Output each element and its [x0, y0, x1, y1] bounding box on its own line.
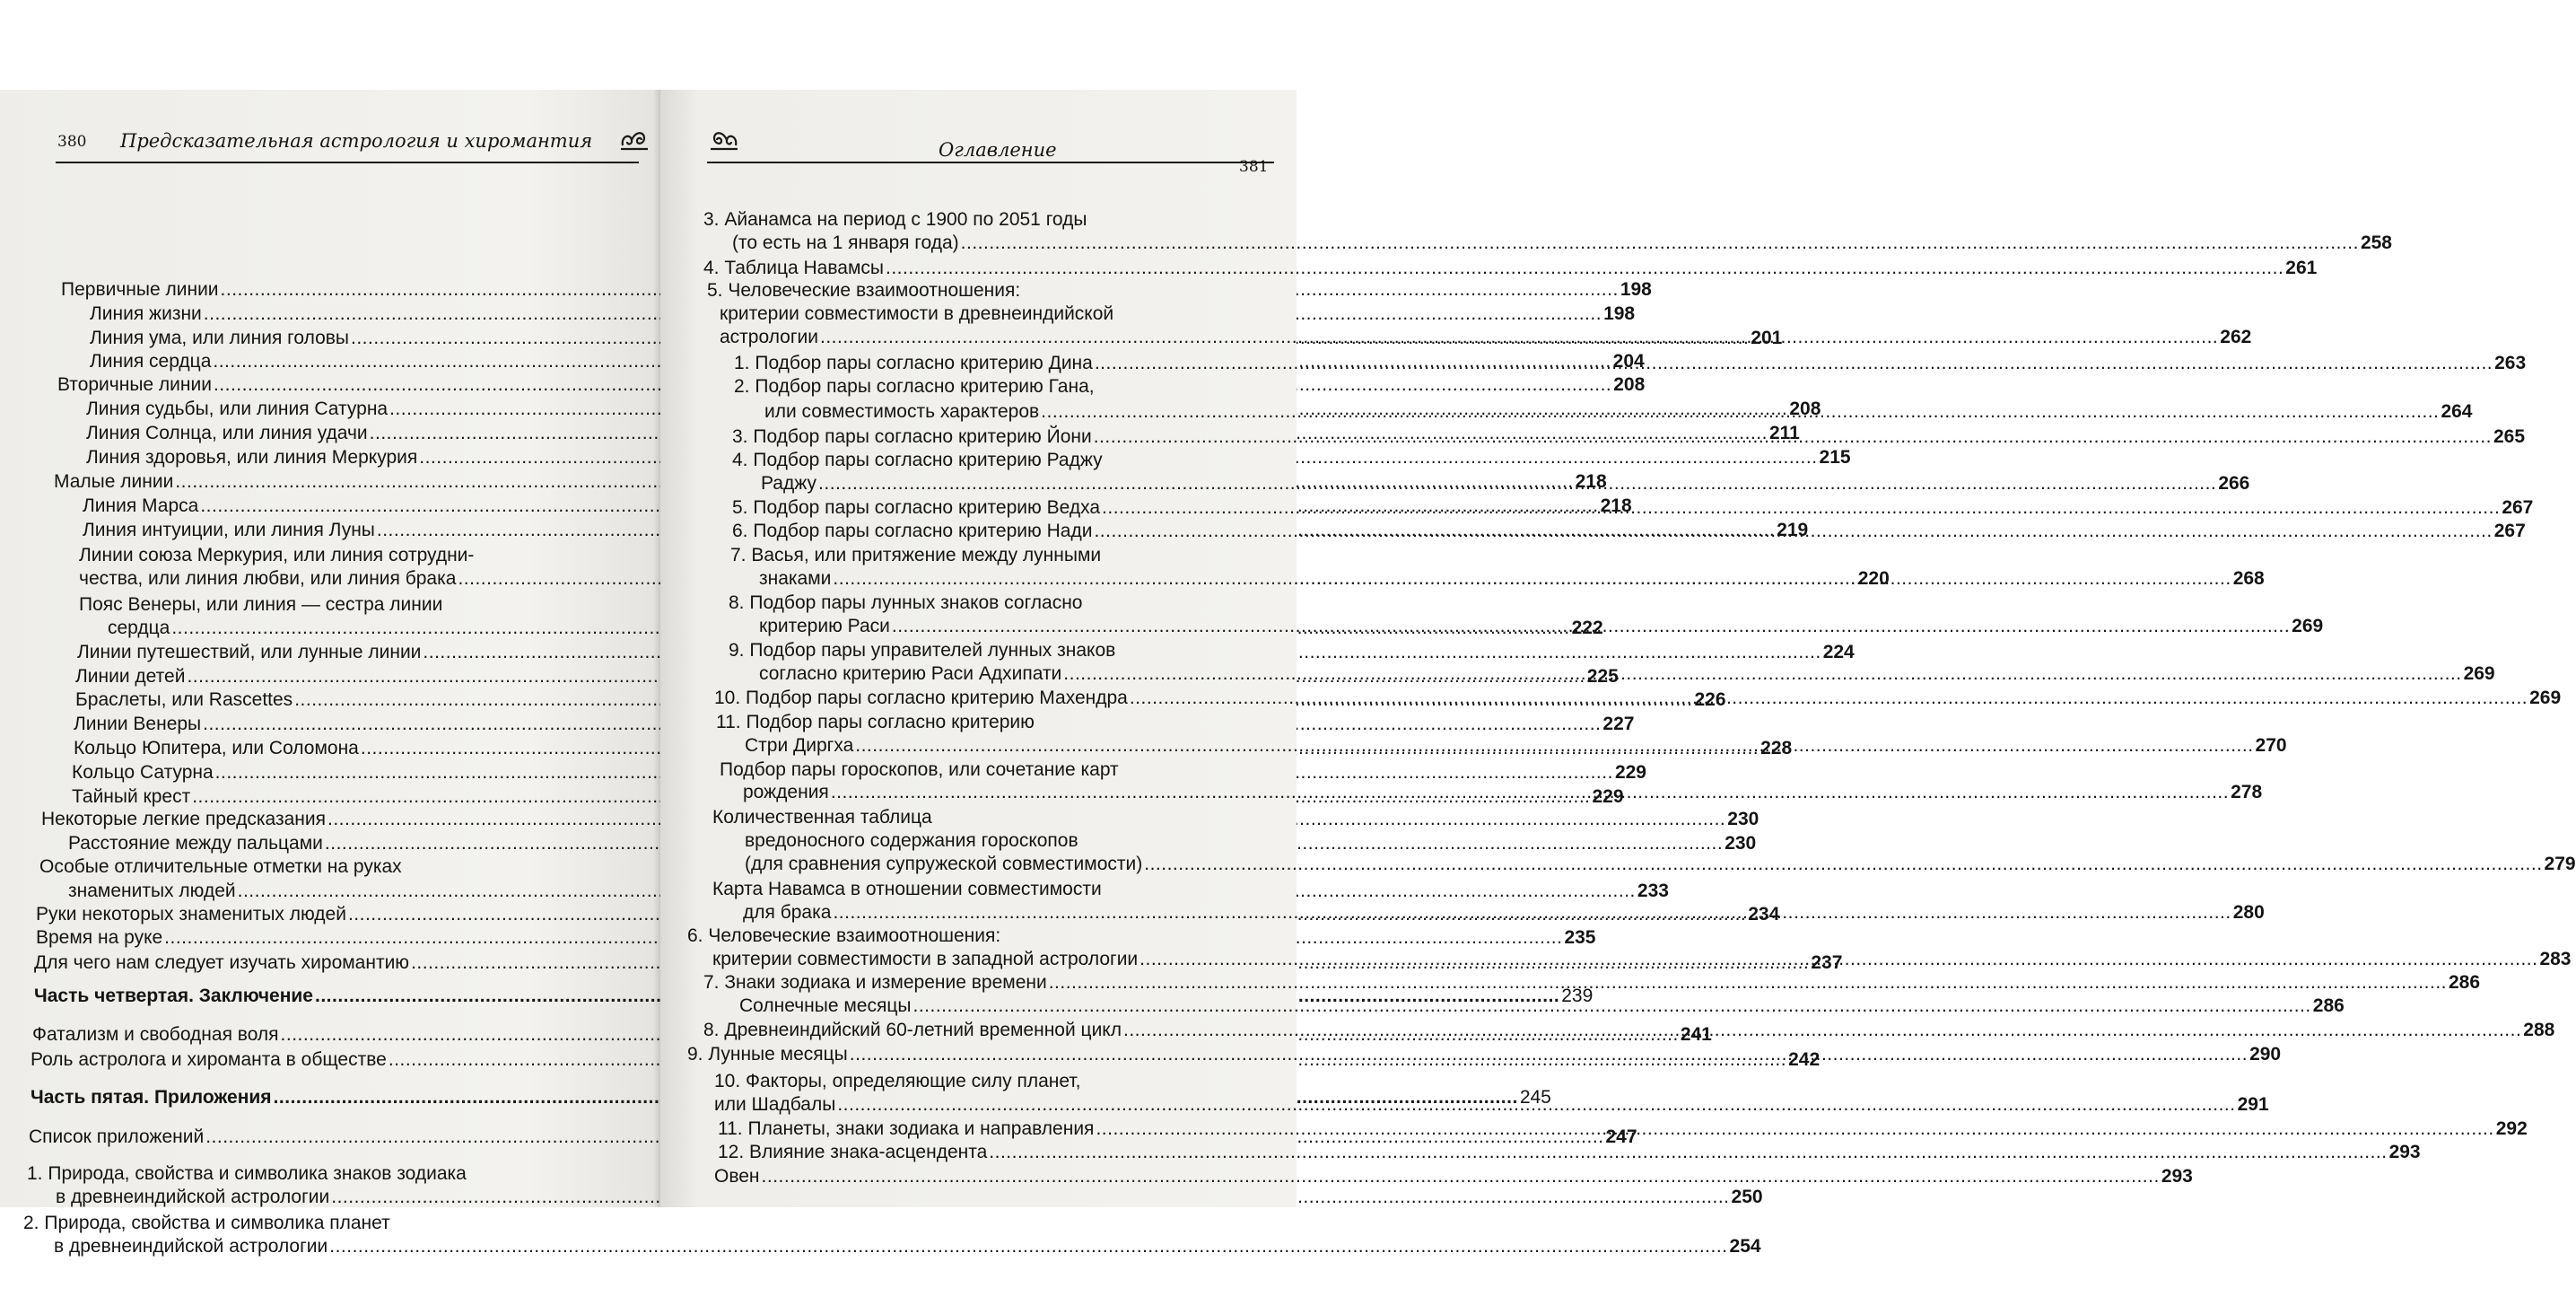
- toc-entry-title: 7. Знаки зодиака и измерение времени: [703, 972, 1047, 993]
- toc-page-number: 241: [1680, 1024, 1712, 1045]
- toc-entry-title: Вторичные линии: [57, 374, 212, 395]
- dot-leader: [831, 781, 2229, 804]
- toc-page-number: 229: [1614, 762, 1646, 783]
- dot-leader: [961, 232, 2359, 255]
- toc-page-number: 204: [1612, 351, 1645, 372]
- toc-entry-title: Карта Навамса в отношении совместимости: [712, 879, 1102, 899]
- toc-page-number: 262: [2220, 327, 2252, 347]
- toc-entry-title: Часть четвертая. Заключение: [34, 986, 313, 1006]
- toc-page-number: 211: [1768, 423, 1800, 443]
- toc-entry-title: Тайный крест: [72, 786, 191, 807]
- dot-leader: [1063, 662, 2461, 686]
- toc-page-number: 242: [1788, 1049, 1821, 1070]
- toc-entry-title: Кольцо Юпитера, или Соломона: [74, 738, 359, 758]
- dot-leader: [833, 567, 2231, 591]
- toc-page-number: 215: [1819, 447, 1851, 468]
- toc-entry-title: Расстояние между пальцами: [68, 833, 323, 854]
- toc-entry-title-continued: знаками: [759, 568, 832, 589]
- toc-entry-title-continued: астрологии: [720, 327, 818, 347]
- toc-entry-title-continued: или совместимость характеров: [764, 401, 1040, 422]
- toc-page-number: 234: [1748, 904, 1780, 925]
- toc-page-number: 218: [1575, 471, 1607, 492]
- toc-page-number: 293: [2388, 1142, 2421, 1162]
- toc-page-number: 208: [1613, 374, 1646, 395]
- dot-leader: [833, 901, 2231, 925]
- toc-entry-title: Линии детей: [75, 666, 186, 687]
- toc-entry-title: Первичные линии: [61, 279, 219, 300]
- toc-page-number: 198: [1603, 303, 1636, 324]
- toc-entry-title: 10. Подбор пары согласно критерию Махендра: [714, 688, 1128, 708]
- toc-entry-title: 6. Подбор пары согласно критерию Нади: [732, 521, 1093, 541]
- toc-page-number: 278: [2231, 782, 2263, 802]
- toc-entry-title: Линия интуиции, или линия Луны: [83, 520, 375, 540]
- toc-page-number: 288: [2523, 1020, 2555, 1040]
- running-head: Предсказательная астрология и хиромантия: [120, 130, 593, 152]
- toc-page-number: 230: [1727, 809, 1760, 829]
- toc-entry-title: Малые линии: [54, 471, 174, 492]
- toc-page-number: 208: [1789, 399, 1821, 419]
- toc-entry-title: 7. Васья, или притяжение между лунными: [730, 545, 1102, 565]
- toc-entry-title: Подбор пары гороскопов, или сочетание карт: [720, 759, 1119, 780]
- toc-entry-title-continued: критерии совместимости в древнеиндийской: [720, 303, 1114, 324]
- toc-entry-title-continued: знаменитых людей: [68, 881, 236, 901]
- toc-page-number: 254: [1729, 1236, 1761, 1257]
- toc-page-number: 247: [1605, 1126, 1637, 1147]
- toc-entry-title: 4. Таблица Навамсы: [703, 258, 884, 278]
- toc-entry-title: Линии путешествий, или лунные линии: [77, 642, 422, 662]
- dot-leader: [892, 615, 2290, 638]
- toc-page-number: 268: [2232, 568, 2265, 589]
- toc-entry-title: 4. Подбор пары согласно критерию Раджу: [732, 450, 1103, 470]
- toc-entry-title-continued: Стри Диргха: [745, 735, 854, 756]
- toc-page-number: 226: [1694, 689, 1726, 710]
- toc-entry-title: 3. Айанамса на период с 1900 по 2051 годы: [703, 209, 1087, 230]
- toc-entry-title: 5. Подбор пары согласно критерию Ведха: [732, 497, 1101, 518]
- book-spread: [0, 90, 2576, 1257]
- toc-entry-title: 2. Природа, свойства и символика планет: [23, 1213, 390, 1233]
- toc-entry-title: 5. Человеческие взаимоотношения:: [707, 280, 1021, 301]
- toc-page-number: 269: [2463, 663, 2495, 684]
- dot-leader: [1094, 520, 2492, 543]
- toc-page-number: 263: [2494, 353, 2527, 373]
- toc-entry-title: Линия Марса: [83, 495, 199, 516]
- toc-entry-title-continued: критерию Раси: [759, 616, 890, 636]
- toc-entry-title: Линия судьбы, или линия Сатурна: [86, 399, 389, 419]
- dot-leader: [913, 995, 2310, 1018]
- toc-entry-title-continued: критерии совместимости в западной астрологии: [712, 949, 1139, 969]
- dot-leader: [1130, 687, 2528, 710]
- toc-entry-title-continued: чества, или линия любви, или линия брака: [79, 568, 457, 589]
- toc-page-number: 279: [2544, 854, 2576, 874]
- toc-entry-title-continued: в древнеиндийской астрологии: [54, 1236, 328, 1257]
- toc-entry-title-continued: сердца: [108, 618, 170, 638]
- dot-leader: [762, 1165, 2160, 1188]
- toc-entry-title: Солнечные месяцы: [739, 995, 912, 1016]
- toc-page-number: 267: [2502, 497, 2534, 518]
- dot-leader: [1049, 971, 2447, 995]
- toc-entry-title: 9. Лунные месяцы: [687, 1044, 848, 1065]
- dot-leader: [329, 1235, 1727, 1258]
- toc-entry-title: Линия здоровья, или линия Меркурия: [86, 447, 418, 468]
- toc-entry-title: 9. Подбор пары управителей лунных знаков: [729, 640, 1116, 661]
- toc-page-number: 237: [1811, 952, 1843, 973]
- dot-leader: [1140, 948, 2537, 971]
- toc-entry-title: Линия Солнца, или линия удачи: [86, 423, 368, 443]
- dot-leader: [1144, 853, 2542, 876]
- running-head: Оглавление: [939, 139, 1057, 161]
- page-number: 380: [57, 133, 87, 151]
- toc-entry[interactable]: [703, 971, 2481, 995]
- toc-page-number: 270: [2255, 735, 2287, 756]
- toc-page-number: 222: [1571, 618, 1603, 638]
- toc-page-number: 261: [2285, 258, 2318, 278]
- toc-entry-title: 12. Влияние знака-асцендента: [718, 1142, 988, 1162]
- dot-leader: [855, 734, 2253, 758]
- toc-page-number: 292: [2495, 1118, 2528, 1139]
- toc-entry-title: 10. Факторы, определяющие силу планет,: [714, 1071, 1081, 1091]
- toc-page-number: 201: [1751, 328, 1783, 348]
- toc-entry-title: Линии союза Меркурия, или линия сотрудни-: [79, 545, 475, 565]
- toc-entry[interactable]: [718, 1141, 2421, 1164]
- toc-entry-title: Список приложений: [29, 1126, 205, 1147]
- toc-page-number: 290: [2249, 1044, 2282, 1065]
- toc-entry-title: Количественная таблица: [712, 807, 932, 828]
- dot-leader: [1041, 400, 2439, 424]
- toc-entry[interactable]: [745, 853, 2576, 876]
- toc-entry-title: Браслеты, или Rascettes: [75, 689, 293, 710]
- toc-entry-title: Роль астролога и хироманта в обществе: [31, 1049, 387, 1070]
- toc-page-number: 258: [2360, 232, 2392, 253]
- dot-leader: [837, 1093, 2235, 1117]
- toc-entry-title: Линии Венеры: [74, 714, 202, 734]
- toc-entry-title: 8. Древнеиндийский 60-летний временной цикл: [703, 1020, 1122, 1040]
- toc-page-number: 233: [1637, 881, 1669, 901]
- toc-page-number: 220: [1857, 568, 1890, 589]
- toc-entry[interactable]: [56, 1186, 1763, 1209]
- dot-leader: [989, 1141, 2387, 1164]
- dot-leader: [1095, 352, 2493, 375]
- toc-page-number: 235: [1564, 927, 1596, 948]
- toc-entry-title: 6. Человеческие взаимоотношения:: [687, 925, 1001, 946]
- toc-entry-title: Время на руке: [36, 927, 163, 948]
- toc-entry-title-continued: согласно критерию Раси Адхипати: [759, 663, 1062, 684]
- toc-page-number: 224: [1822, 642, 1855, 662]
- toc-entry-title: Некоторые легкие предсказания: [41, 809, 326, 829]
- toc-page-number: 228: [1760, 738, 1793, 758]
- dot-leader: [886, 257, 2283, 280]
- toc-entry[interactable]: [54, 1235, 1761, 1258]
- toc-entry-title: 2. Подбор пары согласно критерию Гана,: [734, 376, 1095, 397]
- toc-page-number: 286: [2312, 995, 2345, 1016]
- dot-leader: [850, 1043, 2248, 1066]
- toc-entry-title-continued: в древнеиндийской астрологии: [56, 1187, 330, 1207]
- dot-leader: [1094, 425, 2492, 449]
- dot-leader: [1096, 1117, 2493, 1141]
- toc-page-number: 218: [1600, 495, 1632, 516]
- toc-entry-title-continued: (то есть на 1 января года): [732, 232, 959, 253]
- toc-entry-title: Кольцо Сатурна: [72, 762, 214, 783]
- toc-page-number: 293: [2161, 1166, 2193, 1187]
- page-number: 381: [1239, 158, 1269, 176]
- toc-page-number: 280: [2232, 902, 2265, 923]
- toc-entry-title-continued: (для сравнения супружеской совместимости): [745, 854, 1143, 874]
- toc-entry-title: 1. Подбор пары согласно критерию Дина: [734, 353, 1093, 373]
- toc-page-number: 227: [1602, 714, 1635, 734]
- toc-entry-title: Пояс Венеры, или линия — сестра линии: [79, 594, 443, 615]
- toc-entry-title: Линия сердца: [90, 351, 212, 372]
- toc-page-number: 267: [2493, 521, 2526, 541]
- toc-entry-title: Линия ума, или линия головы: [90, 328, 349, 348]
- toc-page-number: 291: [2237, 1094, 2269, 1115]
- dot-leader: [820, 326, 2218, 349]
- toc-entry-title-continued: или Шадбалы: [714, 1094, 836, 1115]
- dot-leader: [1102, 496, 2500, 520]
- toc-page-number: 269: [2292, 616, 2324, 636]
- toc-entry[interactable]: [732, 232, 2392, 255]
- toc-page-number: 230: [1725, 833, 1757, 854]
- toc-entry-title: 11. Планеты, знаки зодиака и направления: [718, 1118, 1095, 1139]
- toc-page-number: 266: [2218, 473, 2250, 494]
- toc-entry[interactable]: [703, 257, 2318, 280]
- toc-entry-title: 8. Подбор пары лунных знаков согласно: [729, 592, 1083, 613]
- toc-page-number: 264: [2441, 401, 2473, 422]
- toc-entry-title-continued: для брака: [743, 902, 832, 923]
- toc-page-number: 283: [2539, 949, 2572, 969]
- toc-entry-title: Часть пятая. Приложения: [31, 1087, 272, 1108]
- toc-entry-title: 11. Подбор пары согласно критерию: [716, 712, 1035, 732]
- toc-page-number: 229: [1592, 786, 1624, 807]
- dot-leader: [818, 472, 2216, 495]
- toc-entry[interactable]: [714, 1165, 2193, 1188]
- toc-entry-title: Линия жизни: [90, 303, 202, 324]
- toc-page-number: 269: [2529, 688, 2562, 708]
- toc-page-number: 219: [1777, 520, 1809, 540]
- toc-page-number: 250: [1731, 1187, 1763, 1207]
- toc-page-number: 286: [2448, 972, 2481, 993]
- toc-entry-title-continued: Раджу: [761, 473, 817, 494]
- toc-entry-title: Для чего нам следует изучать хиромантию: [34, 952, 410, 973]
- toc-entry-title: Овен: [714, 1166, 760, 1187]
- toc-entry-title-continued: рождения: [743, 782, 829, 802]
- toc-page-number: 198: [1620, 279, 1652, 300]
- toc-entry-title: 1. Природа, свойства и символика знаков зодиака: [27, 1163, 467, 1184]
- toc-entry-title: Особые отличительные отметки на руках: [39, 856, 402, 877]
- dot-leader: [1123, 1019, 2521, 1042]
- toc-page-number: 225: [1586, 666, 1619, 687]
- toc-entry-title: 3. Подбор пары согласно критерию Йони: [732, 426, 1092, 447]
- toc-entry-title-continued: вредоносного содержания гороскопов: [745, 830, 1078, 851]
- toc-page-number: 239: [1561, 986, 1594, 1006]
- toc-page-number: 245: [1519, 1087, 1551, 1108]
- toc-page-number: 265: [2493, 426, 2526, 447]
- toc-entry-title: Руки некоторых знаменитых людей: [36, 904, 346, 925]
- toc-entry-title: Фатализм и свободная воля: [32, 1024, 279, 1045]
